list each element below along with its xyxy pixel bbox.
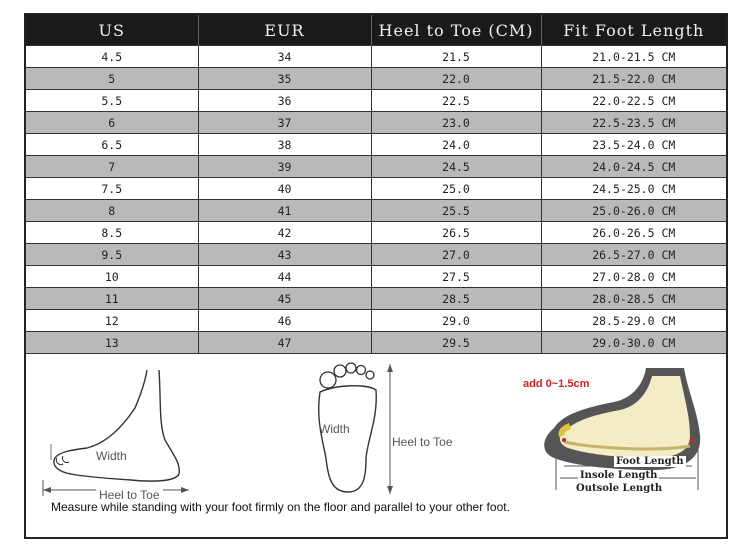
table-cell: 47	[198, 332, 371, 354]
table-cell: 7.5	[26, 178, 198, 200]
table-cell: 24.5-25.0 CM	[541, 178, 726, 200]
header-us: US	[26, 15, 198, 46]
table-header-row	[26, 15, 726, 46]
table-row	[26, 178, 726, 200]
table-cell: 29.0	[371, 310, 541, 332]
table-cell: 25.5	[371, 200, 541, 222]
table-row	[26, 46, 726, 68]
table-row	[26, 266, 726, 288]
table-row	[26, 112, 726, 134]
table-cell: 11	[26, 288, 198, 310]
side-width-label: Width	[96, 449, 127, 463]
table-row	[26, 222, 726, 244]
table-cell: 12	[26, 310, 198, 332]
table-cell: 40	[198, 178, 371, 200]
table-cell: 26.5	[371, 222, 541, 244]
table-cell: 10	[26, 266, 198, 288]
table-cell: 24.0-24.5 CM	[541, 156, 726, 178]
table-cell: 24.5	[371, 156, 541, 178]
table-row	[26, 332, 726, 354]
table-cell: 22.5-23.5 CM	[541, 112, 726, 134]
header-heel-to-toe: Heel to Toe (CM)	[371, 15, 541, 46]
table-row	[26, 200, 726, 222]
side-length-label: Heel to Toe	[96, 488, 163, 502]
table-cell: 29.5	[371, 332, 541, 354]
table-cell: 26.5-27.0 CM	[541, 244, 726, 266]
table-row	[26, 156, 726, 178]
header-eur: EUR	[198, 15, 371, 46]
table-cell: 6	[26, 112, 198, 134]
table-cell: 22.0	[371, 68, 541, 90]
table-cell: 39	[198, 156, 371, 178]
measurement-illustrations	[26, 352, 726, 537]
table-cell: 29.0-30.0 CM	[541, 332, 726, 354]
table-cell: 42	[198, 222, 371, 244]
table-cell: 25.0	[371, 178, 541, 200]
sole-width-label: Width	[319, 422, 350, 436]
table-cell: 21.0-21.5 CM	[541, 46, 726, 68]
header-fit-foot-length: Fit Foot Length	[541, 15, 726, 46]
table-cell: 9.5	[26, 244, 198, 266]
table-cell: 27.5	[371, 266, 541, 288]
table-cell: 27.0	[371, 244, 541, 266]
table-cell: 46	[198, 310, 371, 332]
table-cell: 37	[198, 112, 371, 134]
shoe-add-label: add 0~1.5cm	[523, 378, 590, 390]
table-row	[26, 310, 726, 332]
table-cell: 23.5-24.0 CM	[541, 134, 726, 156]
table-row	[26, 90, 726, 112]
table-cell: 43	[198, 244, 371, 266]
side-foot-drawing	[41, 362, 241, 497]
table-cell: 28.5-29.0 CM	[541, 310, 726, 332]
insole-length-label: Insole Length	[580, 470, 658, 481]
table-cell: 5	[26, 68, 198, 90]
table-cell: 28.0-28.5 CM	[541, 288, 726, 310]
table-cell: 23.0	[371, 112, 541, 134]
table-cell: 36	[198, 90, 371, 112]
table-cell: 5.5	[26, 90, 198, 112]
table-row	[26, 244, 726, 266]
table-cell: 22.0-22.5 CM	[541, 90, 726, 112]
table-cell: 13	[26, 332, 198, 354]
table-cell: 28.5	[371, 288, 541, 310]
table-cell: 34	[198, 46, 371, 68]
table-row	[26, 288, 726, 310]
table-cell: 22.5	[371, 90, 541, 112]
foot-length-label: Foot Length	[616, 456, 684, 467]
measure-instruction: Measure while standing with your foot firmly on the floor and parallel to your other foot.	[51, 500, 510, 514]
table-cell: 7	[26, 156, 198, 178]
table-cell: 24.0	[371, 134, 541, 156]
table-cell: 21.5	[371, 46, 541, 68]
table-cell: 8	[26, 200, 198, 222]
table-row	[26, 68, 726, 90]
table-cell: 44	[198, 266, 371, 288]
table-cell: 25.0-26.0 CM	[541, 200, 726, 222]
table-cell: 26.0-26.5 CM	[541, 222, 726, 244]
table-cell: 41	[198, 200, 371, 222]
table-cell: 35	[198, 68, 371, 90]
table-cell: 21.5-22.0 CM	[541, 68, 726, 90]
table-cell: 38	[198, 134, 371, 156]
table-cell: 4.5	[26, 46, 198, 68]
size-table	[26, 15, 726, 354]
table-cell: 8.5	[26, 222, 198, 244]
sole-length-label: Heel to Toe	[392, 435, 453, 449]
outsole-length-label: Outsole Length	[576, 483, 663, 494]
table-row	[26, 134, 726, 156]
table-body	[26, 46, 726, 354]
table-cell: 6.5	[26, 134, 198, 156]
table-cell: 45	[198, 288, 371, 310]
size-chart-frame	[24, 13, 728, 539]
table-cell: 27.0-28.0 CM	[541, 266, 726, 288]
